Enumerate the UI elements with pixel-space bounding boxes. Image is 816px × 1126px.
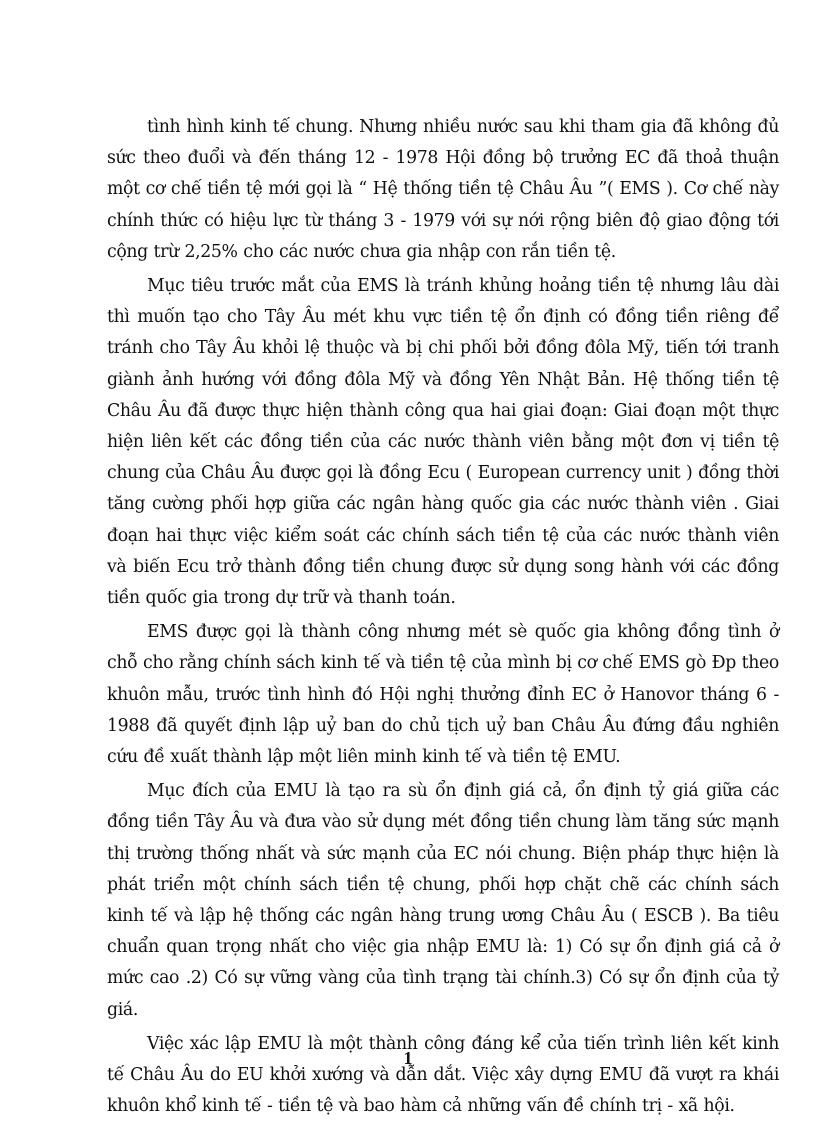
page-number: 1 bbox=[403, 1048, 413, 1068]
paragraph-1: tình hình kinh tế chung. Nhưng nhiều nước sau khi tham gia đã không đủ sức theo đuổi và đến tháng 12 - 1978 Hội đồng bộ trưởng EC đã thoả thuận một cơ chế tiền tệ mới gọi là “ Hệ thống tiền tệ Châu Âu ”( EMS ). Cơ chế này chính thức có hiệu lực từ tháng 3 - 1979 với sự nới rộng biên độ giao động tới cộng trừ 2,25% cho các nước chưa gia nhập con rắn tiền tệ. bbox=[107, 117, 779, 262]
document-body bbox=[107, 112, 779, 1126]
paragraph-4: Mục đích của EMU là tạo ra sù ổn định giá cả, ổn định tỷ giá giữa các đồng tiền Tây Âu và đưa vào sử dụng mét đồng tiền chung làm tăng sức mạnh thị trường thống nhất và sức mạnh của EC nói chung. Biện pháp thực hiện là phát triển một chính sách tiền tệ chung, phối hợp chặt chẽ các chính sách kinh tế và lập hệ thống các ngân hàng trung ương Châu Âu ( ESCB ). Ba tiêu chuẩn quan trọng nhất cho việc gia nhập EMU là: 1) Có sự ổn định giá cả ở mức cao .2) Có sự vững vàng của tình trạng tài chính.3) Có sự ổn định của tỷ giá. bbox=[107, 781, 779, 1020]
paragraph-5: Việc xác lập EMU là một thành công đáng kể của tiến trình liên kết kinh tế Châu Âu do EU khởi xướng và dẫn dắt. Việc xây dựng EMU đã vượt ra khái khuôn khổ kinh tế - tiền tệ và bao hàm cả những vấn đề chính trị - xã hội. bbox=[107, 1033, 779, 1117]
paragraph-2: Mục tiêu trước mắt của EMS là tránh khủng hoảng tiền tệ nhưng lâu dài thì muốn tạo cho Tây Âu mét khu vực tiền tệ ổn định có đồng tiền riêng để tránh cho Tây Âu khỏi lệ thuộc và bị chi phối bởi đồng đôla Mỹ, tiến tới tranh giành ảnh hướng với đồng đôla Mỹ và đồng Yên Nhật Bản. Hệ thống tiền tệ Châu Âu đã được thực hiện thành công qua hai giai đoạn: Giai đoạn một thực hiện liên kết các đồng tiền của các nước thành viên bằng một đơn vị tiền tệ chung của Châu Âu được gọi là đồng Ecu ( European currency unit ) đồng thời tăng cường phối hợp giữa các ngân hàng quốc gia các nước thành viên . Giai đoạn hai thực việc kiểm soát các chính sách tiền tệ của các nước thành viên và biến Ecu trở thành đồng tiền chung được sử dụng song hành với các đồng tiền quốc gia trong dự trữ và thanh toán. bbox=[107, 276, 779, 609]
paragraph-3: EMS được gọi là thành công nhưng mét sè quốc gia không đồng tình ở chỗ cho rằng chính sách kinh tế và tiền tệ của mình bị cơ chế EMS gò Đp theo khuôn mẫu, trước tình hình đó Hội nghị thưởng đỉnh EC ở Hanovor tháng 6 - 1988 đã quyết định lập uỷ ban do chủ tịch uỷ ban Châu Âu đứng đầu nghiên cứu đề xuất thành lập một liên minh kinh tế và tiền tệ EMU. bbox=[107, 622, 779, 768]
